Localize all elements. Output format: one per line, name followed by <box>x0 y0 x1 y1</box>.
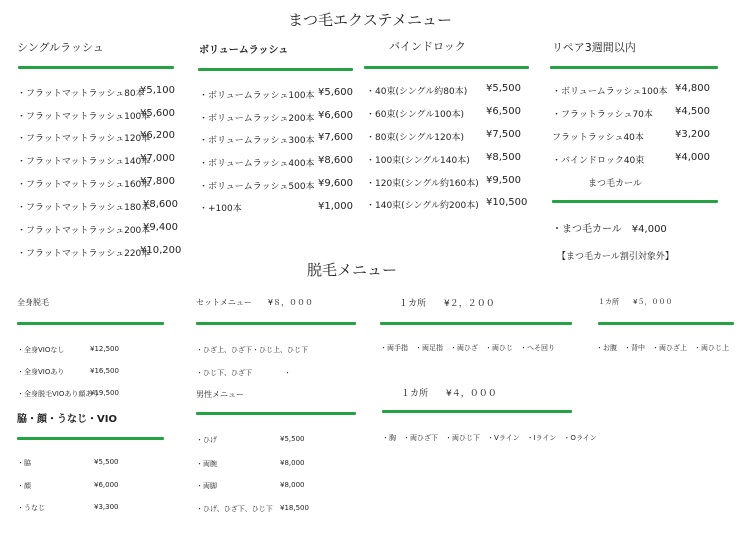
set-menu-divider <box>196 322 356 325</box>
set-menu-dot: ・ <box>284 369 291 377</box>
list-item: ・ボリュームラッシュ100本 <box>199 91 315 101</box>
item-price: ¥8,600 <box>318 155 353 166</box>
list-item: ・全身脱毛VIOあり顔あり <box>17 390 100 398</box>
volume-lash-divider <box>198 68 353 71</box>
item-price: ¥6,000 <box>94 481 119 489</box>
list-item: ・100束(シングル140本) <box>366 156 470 166</box>
item-price: ¥6,500 <box>486 106 521 117</box>
item-price: ¥10,200 <box>140 245 182 256</box>
list-item: ・ひげ、ひざ下、ひじ下 <box>196 505 273 513</box>
list-item: ・ボリュームラッシュ100本 <box>552 87 668 97</box>
single-area-2200-divider <box>380 322 572 325</box>
item-price: ¥5,500 <box>280 435 305 443</box>
item-price: ¥5,100 <box>140 85 175 96</box>
item-price: ¥7,600 <box>318 132 353 143</box>
item-price: ¥9,600 <box>318 178 353 189</box>
item-price: ¥5,500 <box>94 458 119 466</box>
list-item: ・フラットマットラッシュ180本 <box>17 203 151 213</box>
item-price: ¥9,400 <box>143 222 178 233</box>
list-item: ・ボリュームラッシュ500本 <box>199 182 315 192</box>
list-item: ・+100本 <box>199 204 242 214</box>
repair-divider <box>550 66 718 69</box>
list-item: ・120束(シングル約160本) <box>366 179 479 189</box>
set-menu-heading: セットメニュー ¥８，０００ <box>196 298 314 307</box>
item-price: ¥6,200 <box>140 130 175 141</box>
item-price: ¥10,500 <box>486 197 528 208</box>
item-price: ¥7,500 <box>486 129 521 140</box>
list-item: ・両脚 <box>196 482 217 490</box>
item-price: ¥18,500 <box>280 504 309 512</box>
item-price: ¥6,600 <box>318 110 353 121</box>
list-item: ・140束(シングル約200本) <box>366 201 479 211</box>
list-item: ・脇 <box>17 459 31 467</box>
set-menu-item: ・ひじ上、ひじ下 <box>252 346 308 354</box>
list-item: ・全身VIOなし <box>17 346 65 354</box>
bind-lock-heading: バインドロック <box>389 40 466 53</box>
single-area-5000-items: ・お腹 ・背中 ・両ひざ上 ・両ひじ上 <box>596 344 729 352</box>
bind-lock-divider <box>364 66 529 69</box>
item-price: ¥4,000 <box>675 152 710 163</box>
eyelash-curl-note: 【まつ毛カール割引対象外】 <box>557 252 674 262</box>
list-item: ・フラットマットラッシュ160本 <box>17 180 151 190</box>
eyelash-curl-divider <box>552 200 718 203</box>
list-item: ・80束(シングル120本) <box>366 133 464 143</box>
list-item: ・両腕 <box>196 460 217 468</box>
list-item: フラットラッシュ40本 <box>552 133 644 143</box>
single-lash-divider <box>18 66 174 69</box>
mens-menu-heading: 男性メニュー <box>196 390 244 399</box>
item-price: ¥4,800 <box>675 83 710 94</box>
item-price: ¥8,500 <box>486 152 521 163</box>
list-item: ・フラットラッシュ70本 <box>552 110 653 120</box>
item-price: ¥12,500 <box>90 345 119 353</box>
list-item: ・フラットマットラッシュ220本 <box>17 249 151 259</box>
list-item: ・ボリュームラッシュ300本 <box>199 136 315 146</box>
list-item: ・60束(シングル100本) <box>366 110 464 120</box>
set-menu-item: ・ひじ下、ひざ下 <box>196 369 252 377</box>
item-price: ¥8,600 <box>143 199 178 210</box>
item-price: ¥19,500 <box>90 389 119 397</box>
list-item: ・フラットマットラッシュ140本 <box>17 157 151 167</box>
parts-heading: 脇・顔・うなじ・VIO <box>17 414 117 425</box>
item-price: ¥3,300 <box>94 503 119 511</box>
repair-heading: リペア3週間以内 <box>552 41 636 54</box>
hair-removal-menu-title: 脱毛メニュー <box>307 261 398 279</box>
mens-menu-divider <box>196 412 356 415</box>
item-price: ¥8,000 <box>280 459 305 467</box>
single-area-2200-items: ・両手指 ・両足指 ・両ひざ ・両ひじ ・へそ回り <box>380 344 555 352</box>
item-price: ¥16,500 <box>90 367 119 375</box>
list-item: ・全身VIOあり <box>17 368 65 376</box>
single-area-4000-divider <box>382 410 572 413</box>
list-item: ・フラットマットラッシュ120本 <box>17 134 151 144</box>
item-price: ¥1,000 <box>318 201 353 212</box>
item-price: ¥5,500 <box>486 83 521 94</box>
item-price: ¥8,000 <box>280 481 305 489</box>
list-item: ・フラットマットラッシュ200本 <box>17 226 151 236</box>
item-price: ¥7,800 <box>140 176 175 187</box>
list-item: ・顔 <box>17 482 31 490</box>
parts-divider <box>17 437 164 440</box>
item-price: ¥3,200 <box>675 129 710 140</box>
single-area-5000-divider <box>598 322 734 325</box>
list-item: ・バインドロック40束 <box>552 156 645 166</box>
item-price: ¥5,600 <box>140 108 175 119</box>
list-item: ・フラットマットラッシュ100本 <box>17 112 151 122</box>
list-item: ・ボリュームラッシュ200本 <box>199 114 315 124</box>
full-body-heading: 全身脱毛 <box>17 298 49 307</box>
item-price: ¥4,500 <box>675 106 710 117</box>
list-item: ・うなじ <box>17 504 45 512</box>
full-body-divider <box>17 322 164 325</box>
list-item: ・ひげ <box>196 436 217 444</box>
single-area-5000-heading: １カ所 ¥５，０００ <box>598 298 673 306</box>
item-price: ¥7,000 <box>140 153 175 164</box>
volume-lash-heading: ボリュームラッシュ <box>199 45 289 56</box>
set-menu-item: ・ひざ上、ひざ下 <box>196 346 252 354</box>
eyelash-curl-item: ・まつ毛カール ¥4,000 <box>552 224 667 235</box>
list-item: ・ボリュームラッシュ400本 <box>199 159 315 169</box>
item-price: ¥9,500 <box>486 175 521 186</box>
list-item: ・40束(シングル約80本) <box>366 87 468 97</box>
list-item: ・フラットマットラッシュ80本 <box>17 89 145 99</box>
single-lash-heading: シングルラッシュ <box>17 41 104 54</box>
eyelash-menu-title: まつ毛エクステメニュー <box>288 11 452 29</box>
single-area-4000-heading: １カ所 ¥４，０００ <box>401 389 497 399</box>
item-price: ¥5,600 <box>318 87 353 98</box>
single-area-4000-items: ・胸 ・両ひざ下 ・両ひじ下 ・Vライン ・Iライン ・Oライン <box>382 434 597 442</box>
eyelash-curl-heading: まつ毛カール <box>588 179 642 189</box>
single-area-2200-heading: １カ所 ¥２，２００ <box>399 299 495 309</box>
